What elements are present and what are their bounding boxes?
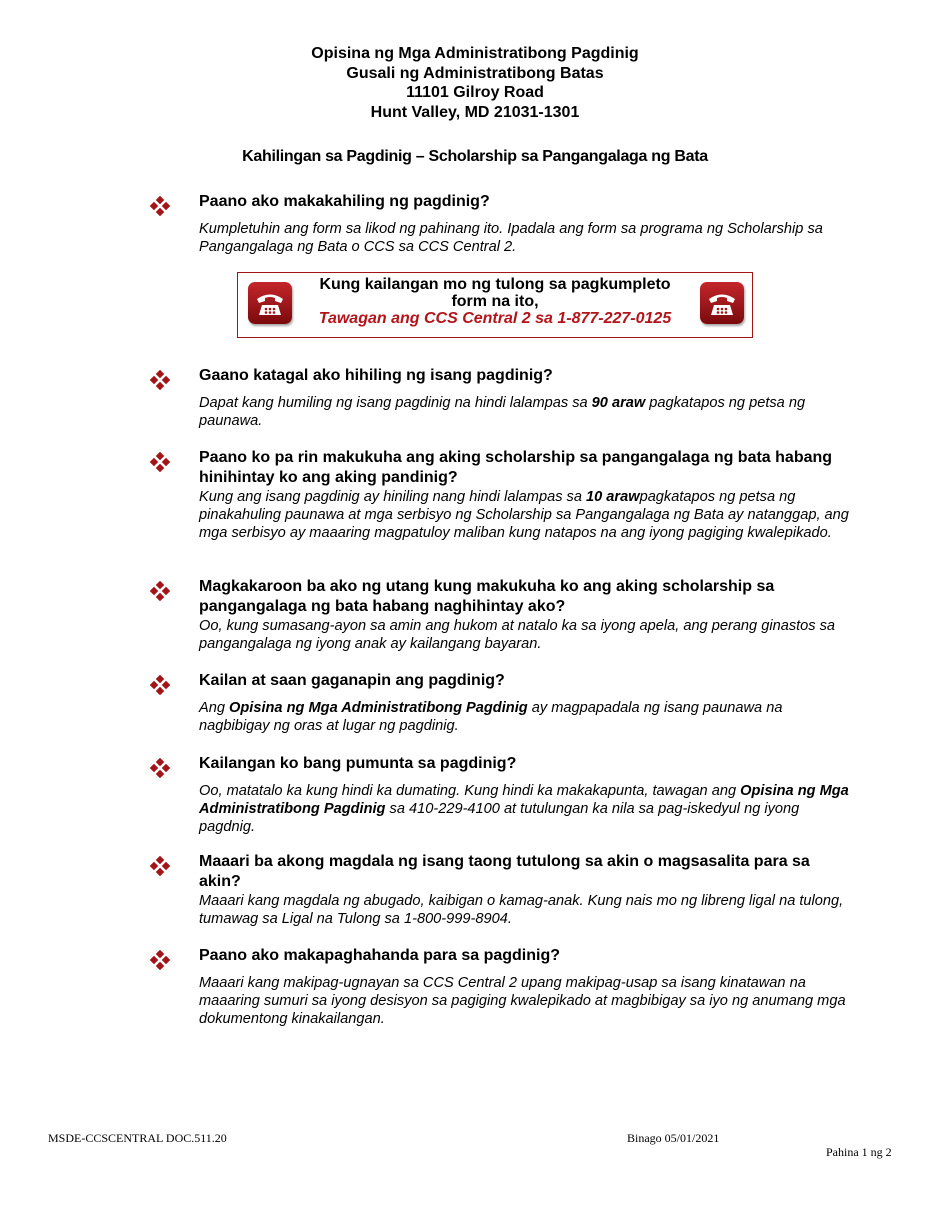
phone-icon	[248, 282, 292, 324]
faq-question: Kailangan ko bang pumunta sa pagdinig?	[199, 755, 517, 772]
callout-line-2: form na ito,	[451, 293, 539, 310]
street-address: 11101 Gilroy Road	[406, 84, 544, 101]
faq-section	[150, 366, 850, 430]
faq-question: Paano ko pa rin makukuha ang aking scholarship sa pangangalaga ng bata habang hinihintay ko ang aking pandinig?	[199, 449, 833, 486]
faq-question: Kailan at saan gaganapin ang pagdinig?	[199, 672, 505, 689]
page-title: Kahilingan sa Pagdinig – Scholarship sa Pangangalaga ng Bata	[242, 148, 708, 165]
faq-section	[150, 671, 850, 735]
faq-section	[150, 192, 850, 256]
diamond-bullet-icon	[150, 452, 170, 472]
diamond-bullet-icon	[150, 856, 170, 876]
faq-question: Maaari ba akong magdala ng isang taong tutulong sa akin o magsasalita para sa akin?	[199, 853, 810, 890]
diamond-bullet-icon	[150, 581, 170, 601]
diamond-bullet-icon	[150, 370, 170, 390]
faq-answer: Dapat kang humiling ng isang pagdinig na hindi lalampas sa 90 araw pagkatapos ng petsa ng paunawa.	[199, 395, 806, 429]
diamond-bullet-icon	[150, 950, 170, 970]
faq-answer: Maaari kang magdala ng abugado, kaibigan o kamag-anak. Kung nais mo ng libreng ligal na tulong, tumawag sa Ligal na Tulong sa 1-800-999-8904.	[199, 893, 844, 927]
faq-answer: Kumpletuhin ang form sa likod ng pahinang ito. Ipadala ang form sa programa ng Scholarship sa Pangangalaga ng Bata o CCS sa CCS Central 2.	[199, 221, 823, 255]
agency-name: Opisina ng Mga Administratibong Pagdinig	[311, 45, 639, 62]
faq-question: Gaano katagal ako hihiling ng isang pagdinig?	[199, 367, 553, 384]
callout-phone-line: Tawagan ang CCS Central 2 sa 1-877-227-0125	[318, 310, 672, 327]
callout-line-1: Kung kailangan mo ng tulong sa pagkumpleto	[319, 276, 671, 293]
faq-question: Paano ako makapaghahanda para sa pagdinig?	[199, 947, 560, 964]
callout-text	[298, 276, 692, 327]
faq-answer: Oo, kung sumasang-ayon sa amin ang hukom at natalo ka sa iyong apela, ang perang ginastos sa pangangalaga ng iyong anak ay kailangang bayaran.	[199, 618, 836, 652]
help-callout-box	[237, 272, 753, 338]
agency-header	[0, 44, 950, 122]
diamond-bullet-icon	[150, 675, 170, 695]
faq-section	[150, 852, 850, 928]
faq-answer: Kung ang isang pagdinig ay hiniling nang hindi lalampas sa 10 arawpagkatapos ng petsa ng pinakahuling paunawa at mga serbisyo ng Scholarship sa Pangangalaga ng Bata ay natanggap, ang mga serbisyo ay maaaring magpatuloy maliban kung natapos na ang iyong pagiging kwalepikado.	[199, 489, 849, 541]
diamond-bullet-icon	[150, 758, 170, 778]
faq-section	[150, 448, 850, 542]
faq-answer: Ang Opisina ng Mga Administratibong Pagdinig ay magpapadala ng isang paunawa na nagbibigay ng oras at lugar ng pagdinig.	[199, 700, 783, 734]
revision-date: Binago 05/01/2021	[627, 1131, 720, 1145]
faq-question: Paano ako makakahiling ng pagdinig?	[199, 193, 490, 210]
phone-icon	[700, 282, 744, 324]
document-id: MSDE-CCSCENTRAL DOC.511.20	[48, 1131, 227, 1145]
faq-section	[150, 577, 850, 653]
faq-question: Magkakaroon ba ako ng utang kung makukuha ko ang aking scholarship sa pangangalaga ng bata habang naghihintay ako?	[199, 578, 775, 615]
city-state-zip: Hunt Valley, MD 21031-1301	[370, 103, 580, 121]
diamond-bullet-icon	[150, 196, 170, 216]
faq-section	[150, 946, 850, 1028]
faq-answer: Maaari kang makipag-ugnayan sa CCS Central 2 upang makipag-usap sa isang kinatawan na maaaring sumuri sa iyong desisyon sa pagiging kwalepikado at magbibigay sa iyo ng anumang mga dokumentong kinakailangan.	[199, 975, 846, 1027]
building-name: Gusali ng Administratibong Batas	[346, 64, 604, 82]
faq-answer: Oo, matatalo ka kung hindi ka dumating. Kung hindi ka makakapunta, tawagan ang Opisina ng Mga Administratibong Pagdinig sa 410-229-4100 at tutulungan ka nila sa pag-iskedyul ng iyong pagdnig.	[199, 783, 849, 835]
page-number: Pahina 1 ng 2	[826, 1145, 892, 1159]
faq-section	[150, 754, 850, 836]
